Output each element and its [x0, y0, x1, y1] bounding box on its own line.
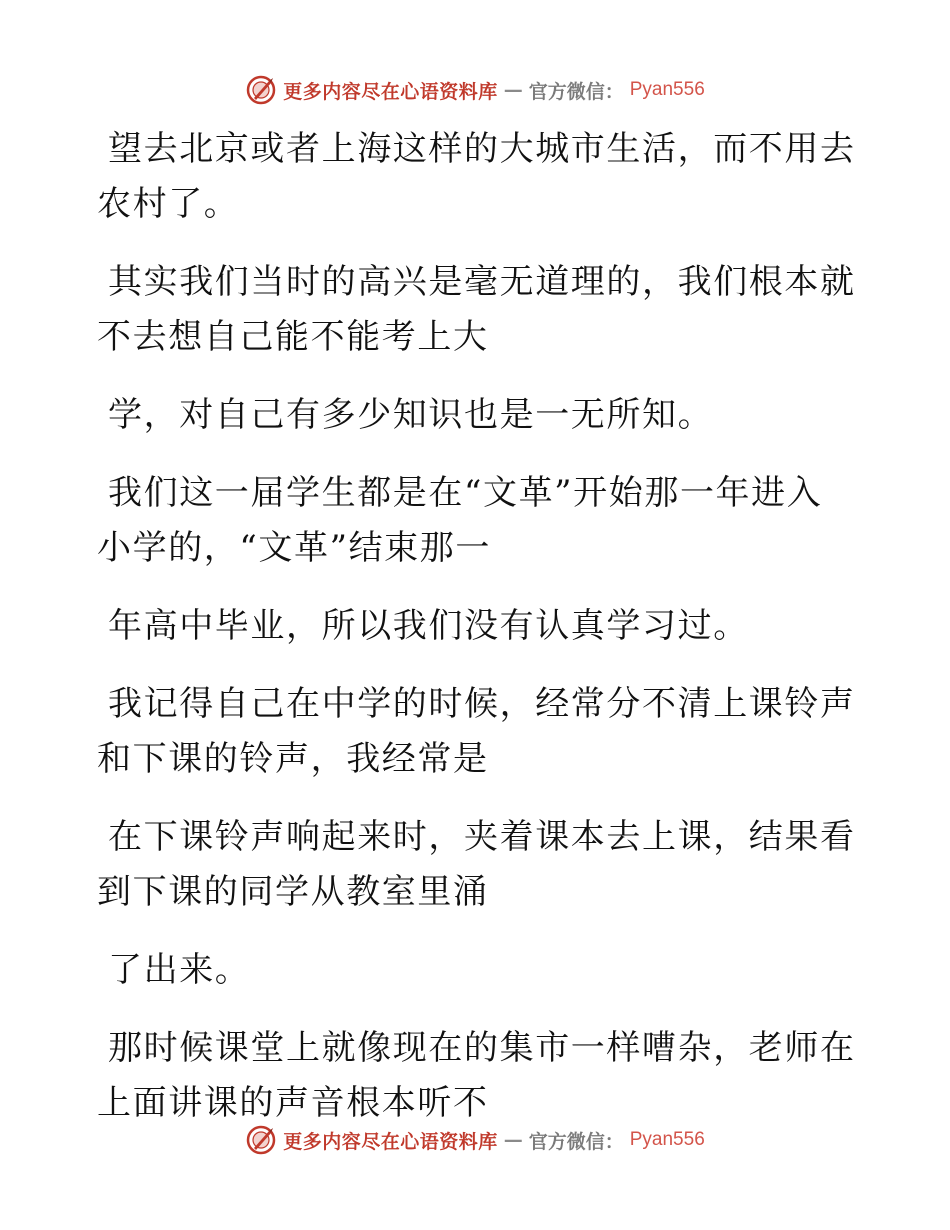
watermark-text: 更多内容尽在心语资料库 [283, 80, 498, 103]
paragraph-line: 我们这一届学生都是在“文革”开始那一年进入 [108, 473, 823, 513]
footer-watermark [0, 1120, 950, 1160]
header-watermark [0, 70, 950, 110]
paragraph [97, 677, 856, 787]
watermark-wechat-id: Pyan556 [629, 79, 705, 100]
paragraph-line: 农村了。 [97, 184, 240, 224]
watermark-wechat-label: 官方微信： [528, 1130, 624, 1153]
paragraph-line: 了出来。 [108, 950, 251, 990]
feather-pen-logo-icon [245, 1124, 277, 1156]
paragraph [97, 943, 837, 998]
paragraph-line: 我记得自己在中学的时候，经常分不清上课铃声 [108, 684, 856, 724]
watermark-dash: — [503, 79, 523, 101]
paragraph-line: 学，对自己有多少知识也是一无所知。 [108, 395, 714, 435]
watermark-text: 更多内容尽在心语资料库 [283, 1130, 498, 1153]
watermark-wechat-label: 官方微信： [528, 80, 624, 103]
paragraph-line: 上面讲课的声音根本听不 [97, 1083, 489, 1123]
paragraph-line: 不去想自己能不能考上大 [97, 317, 489, 357]
paragraph-line: 小学的，“文革”结束那一 [97, 528, 491, 568]
paragraph [97, 122, 856, 232]
paragraph-line: 在下课铃声响起来时，夹着课本去上课，结果看 [108, 817, 856, 857]
paragraph [97, 599, 837, 654]
paragraph [97, 1021, 856, 1131]
paragraph [97, 810, 856, 920]
watermark-dash: — [503, 1129, 523, 1151]
paragraph-line: 其实我们当时的高兴是毫无道理的，我们根本就 [108, 262, 856, 302]
document-body [97, 122, 856, 1154]
paragraph [97, 388, 837, 443]
watermark-wechat-id: Pyan556 [629, 1129, 705, 1150]
paragraph-line: 到下课的同学从教室里涌 [97, 872, 489, 912]
feather-pen-logo-icon [245, 74, 277, 106]
paragraph [97, 466, 837, 576]
paragraph-line: 年高中毕业，所以我们没有认真学习过。 [108, 606, 749, 646]
paragraph [97, 255, 856, 365]
paragraph-line: 望去北京或者上海这样的大城市生活，而不用去 [108, 129, 856, 169]
paragraph-line: 和下课的铃声，我经常是 [97, 739, 489, 779]
paragraph-line: 那时候课堂上就像现在的集市一样嘈杂，老师在 [108, 1028, 856, 1068]
